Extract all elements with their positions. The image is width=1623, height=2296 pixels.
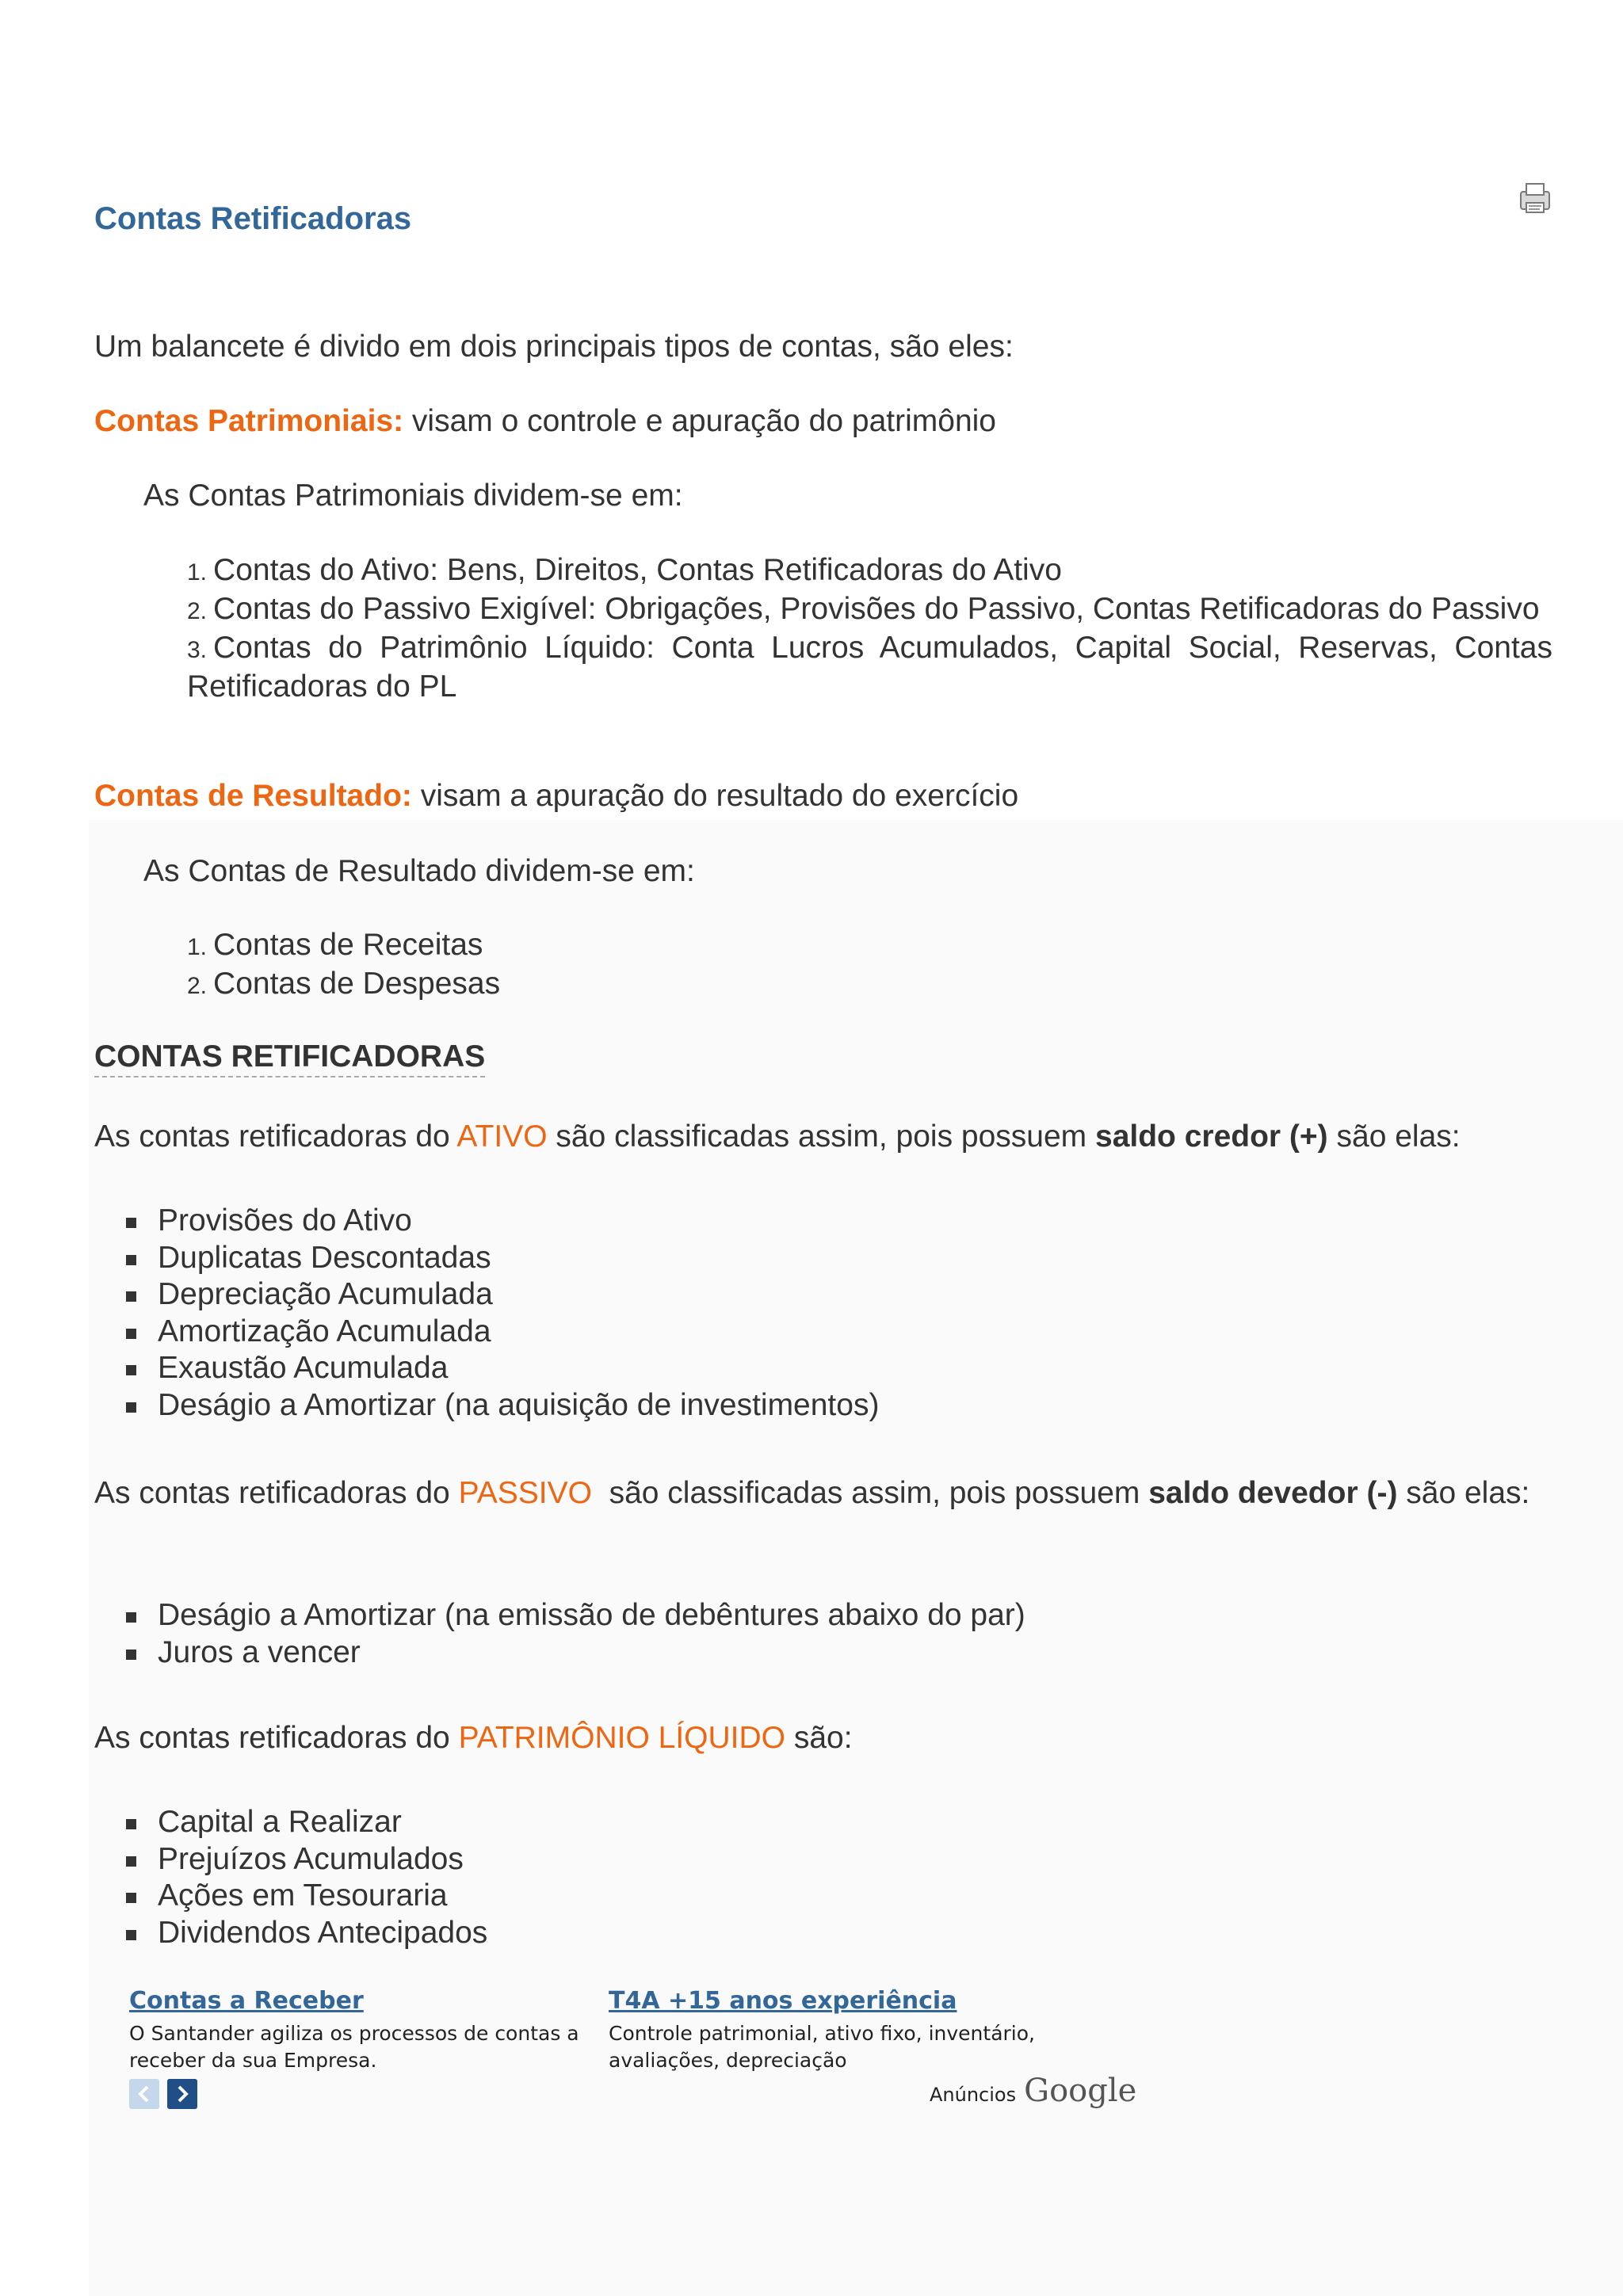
patrimoniais-subheading: As Contas Patrimoniais dividem-se em: — [143, 479, 683, 513]
ativo-bold: saldo credor (+) — [1095, 1119, 1328, 1154]
list-item: Exaustão Acumulada — [118, 1350, 879, 1387]
resultado-list — [187, 927, 1552, 1005]
ad-item — [609, 1987, 1052, 2074]
ads-by-google[interactable]: Anúncios Google — [930, 2073, 1137, 2109]
passivo-highlight: PASSIVO — [458, 1476, 592, 1510]
list-item: 3. Contas do Patrimônio Líquido: Conta Lucros Acumulados, Capital Social, Reservas, Contas Retificadoras do PL — [187, 631, 1552, 704]
next-arrow-button[interactable] — [167, 2079, 197, 2109]
list-item: 1. Contas do Ativo: Bens, Direitos, Contas Retificadoras do Ativo — [187, 553, 1062, 587]
ad-text: Controle patrimonial, ativo fixo, inventário, avaliações, depreciação — [609, 2022, 1035, 2072]
bullet-icon — [126, 1402, 136, 1413]
list-item: 1. Contas de Receitas — [187, 928, 483, 962]
resultado-label: Contas de Resultado: — [94, 779, 412, 813]
bullet-icon — [126, 1650, 136, 1660]
resultado-subheading: As Contas de Resultado dividem-se em: — [143, 854, 695, 888]
bullet-icon — [126, 1612, 136, 1623]
ativo-paragraph: As contas retificadoras do ATIVO são classificadas assim, pois possuem saldo credor (+) são elas: — [94, 1119, 1461, 1154]
list-item: Deságio a Amortizar (na emissão de debêntures abaixo do par) — [118, 1597, 1025, 1634]
bullet-icon — [126, 1329, 136, 1339]
bullet-icon — [126, 1218, 136, 1228]
list-item: Depreciação Acumulada — [118, 1276, 879, 1314]
resultado-paragraph — [94, 777, 1018, 814]
ad-text: O Santander agiliza os processos de contas a receber da sua Empresa. — [129, 2022, 579, 2072]
list-item: Ações em Tesouraria — [118, 1878, 487, 1915]
list-item: Deságio a Amortizar (na aquisição de investimentos) — [118, 1387, 879, 1425]
pl-list — [118, 1804, 487, 1951]
patrimoniais-label: Contas Patrimoniais: — [94, 404, 404, 438]
intro-paragraph: Um balancete é divido em dois principais tipos de contas, são eles: — [94, 330, 1014, 364]
bullet-icon — [126, 1255, 136, 1265]
patrimoniais-desc: visam o controle e apuração do patrimônio — [403, 404, 996, 438]
pl-highlight: PATRIMÔNIO LÍQUIDO — [458, 1721, 785, 1755]
bullet-icon — [126, 1930, 136, 1940]
patrimoniais-paragraph — [94, 402, 996, 440]
list-item: Prejuízos Acumulados — [118, 1841, 487, 1878]
ativo-list — [118, 1203, 879, 1424]
page-title: Contas Retificadoras — [94, 201, 412, 236]
ativo-highlight: ATIVO — [456, 1119, 548, 1154]
print-icon[interactable] — [1518, 181, 1552, 215]
list-item: Juros a vencer — [118, 1634, 1025, 1672]
google-logo: Google — [1024, 2073, 1137, 2109]
list-item: Capital a Realizar — [118, 1804, 487, 1841]
patrimoniais-list — [187, 552, 1552, 705]
bullet-icon — [126, 1365, 136, 1375]
bullet-icon — [126, 1856, 136, 1867]
resultado-desc: visam a apuração do resultado do exercício — [411, 779, 1019, 813]
list-item: Provisões do Ativo — [118, 1203, 879, 1240]
bullet-icon — [126, 1893, 136, 1903]
pl-paragraph: As contas retificadoras do PATRIMÔNIO LÍQUIDO são: — [94, 1721, 853, 1755]
passivo-paragraph: As contas retificadoras do PASSIVO são classificadas assim, pois possuem saldo devedor (-) são elas: — [94, 1476, 1530, 1510]
ad-link[interactable]: Contas a Receber — [129, 1987, 364, 2015]
list-item: 2. Contas do Passivo Exigível: Obrigações, Provisões do Passivo, Contas Retificadoras do Passivo — [187, 592, 1540, 626]
section-heading: CONTAS RETIFICADORAS — [94, 1039, 485, 1077]
prev-arrow-button[interactable] — [129, 2079, 159, 2109]
list-item: Dividendos Antecipados — [118, 1915, 487, 1952]
passivo-list — [118, 1597, 1025, 1671]
passivo-bold: saldo devedor (-) — [1148, 1476, 1398, 1510]
list-item: Duplicatas Descontadas — [118, 1240, 879, 1277]
bullet-icon — [126, 1819, 136, 1829]
list-item: 2. Contas de Despesas — [187, 967, 501, 1001]
ad-item — [129, 1987, 605, 2074]
ad-link[interactable]: T4A +15 anos experiência — [609, 1987, 957, 2015]
bullet-icon — [126, 1291, 136, 1302]
list-item: Amortização Acumulada — [118, 1314, 879, 1351]
